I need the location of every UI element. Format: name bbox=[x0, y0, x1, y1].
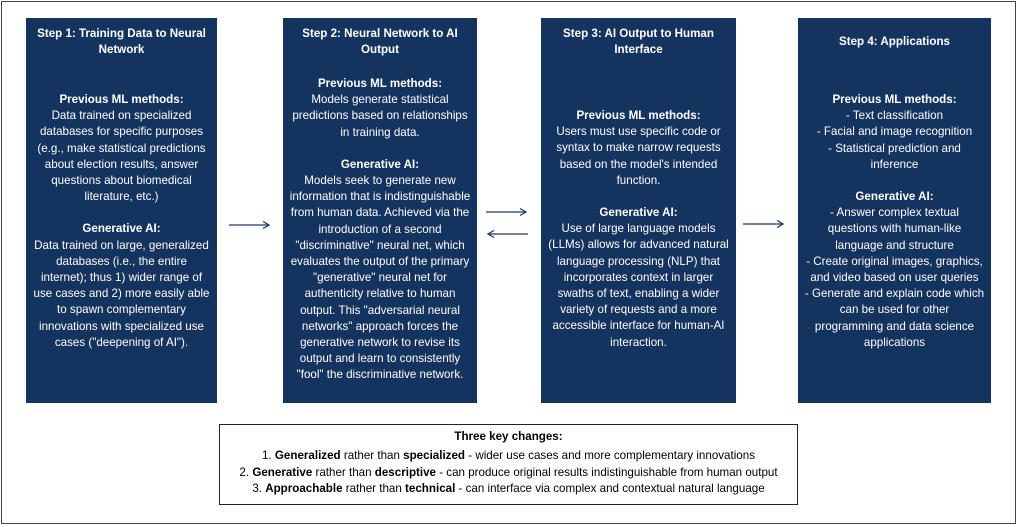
step-4-gen-heading: Generative AI: bbox=[855, 190, 934, 204]
step-4-prev-heading: Previous ML methods: bbox=[832, 93, 957, 106]
step-1-title: Step 1: Training Data to Neural Network bbox=[37, 26, 206, 56]
step-3-gen-text: Use of large language models (LLMs) allows for advanced natural language processing (NLP) that incorporates context in larger swaths of text, enabling a wider variety of requests and a more accessible interface for human-AI interaction. bbox=[548, 222, 729, 349]
step-2-prev-text: Models generate statistical predictions based on relationships in training data. bbox=[292, 93, 468, 139]
step-2-gen-text: Models seek to generate new information that is indistinguishable from human data. Achieved via the introduction of a second "discriminative" neural net, which evaluates the output of the primary "generative" neural net for authenticity relative to human output. This "adversarial neural networks" approach forces the generative network to revise its output and learn to consistently "fool" the discriminative network. bbox=[289, 174, 471, 382]
arrow-step1-to-step2 bbox=[229, 220, 271, 230]
step-4-gen-item: - Create original images, graphics, and video based on user queries bbox=[806, 254, 983, 285]
arrow-right-icon bbox=[743, 219, 785, 229]
step-3-box bbox=[541, 18, 736, 403]
step-3-prev-heading: Previous ML methods: bbox=[576, 109, 701, 122]
step-2-title: Step 2: Neural Network to AI Output bbox=[302, 26, 458, 56]
arrow-step3-to-step2 bbox=[486, 229, 528, 239]
key-change-item-1: 1. Generalized rather than specialized - wider use cases and more complementary innovations bbox=[261, 448, 755, 462]
arrow-step2-to-step3 bbox=[486, 207, 528, 217]
step-4-gen-item: - Answer complex textual questions with human-like language and structure bbox=[827, 206, 962, 252]
step-3-prev-text: Users must use specific code or syntax to make narrow requests based on the model's intended function. bbox=[556, 125, 721, 187]
step-4-title: Step 4: Applications bbox=[838, 34, 950, 48]
arrow-right-icon bbox=[229, 220, 271, 230]
arrow-right-icon bbox=[486, 207, 528, 217]
arrow-step3-to-step4 bbox=[743, 219, 785, 229]
step-4-gen-item: - Generate and explain code which can be used for other programming and data science applications bbox=[804, 287, 985, 349]
step-2-prev-heading: Previous ML methods: bbox=[317, 77, 443, 90]
step-3-gen-heading: Generative AI: bbox=[599, 206, 678, 220]
step-4-prev-item: - Statistical prediction and inference bbox=[828, 141, 961, 171]
step-2-box bbox=[283, 18, 477, 403]
key-changes-title: Three key changes: bbox=[454, 430, 563, 443]
step-1-gen-heading: Generative AI: bbox=[82, 222, 161, 236]
step-1-box bbox=[26, 18, 217, 403]
step-1-prev-text: Data trained on specialized databases for specific purposes (e.g., make statistical predictions about election results, answer questions about biomedical literature, etc.) bbox=[37, 109, 206, 204]
key-change-item-2: 2. Generative rather than descriptive - can produce original results indistinguishable from human output bbox=[239, 465, 778, 479]
step-4-box bbox=[798, 18, 991, 403]
step-4-prev-item: - Facial and image recognition bbox=[816, 125, 973, 139]
key-changes-box bbox=[219, 424, 798, 505]
step-1-gen-text: Data trained on large, generalized databases (i.e., the entire internet); thus 1) wider range of use cases and 2) more easily able to spawn complementary innovations with specialized use cases ("deepening of AI"). bbox=[33, 238, 210, 349]
step-3-title: Step 3: AI Output to Human Interface bbox=[563, 26, 714, 56]
step-4-prev-item: - Text classification bbox=[845, 109, 944, 123]
step-1-prev-heading: Previous ML methods: bbox=[59, 93, 184, 106]
key-change-item-3: 3. Approachable rather than technical - can interface via complex and contextual natural language bbox=[252, 482, 765, 496]
step-2-gen-heading: Generative AI: bbox=[340, 157, 420, 171]
arrow-left-icon bbox=[486, 229, 528, 239]
